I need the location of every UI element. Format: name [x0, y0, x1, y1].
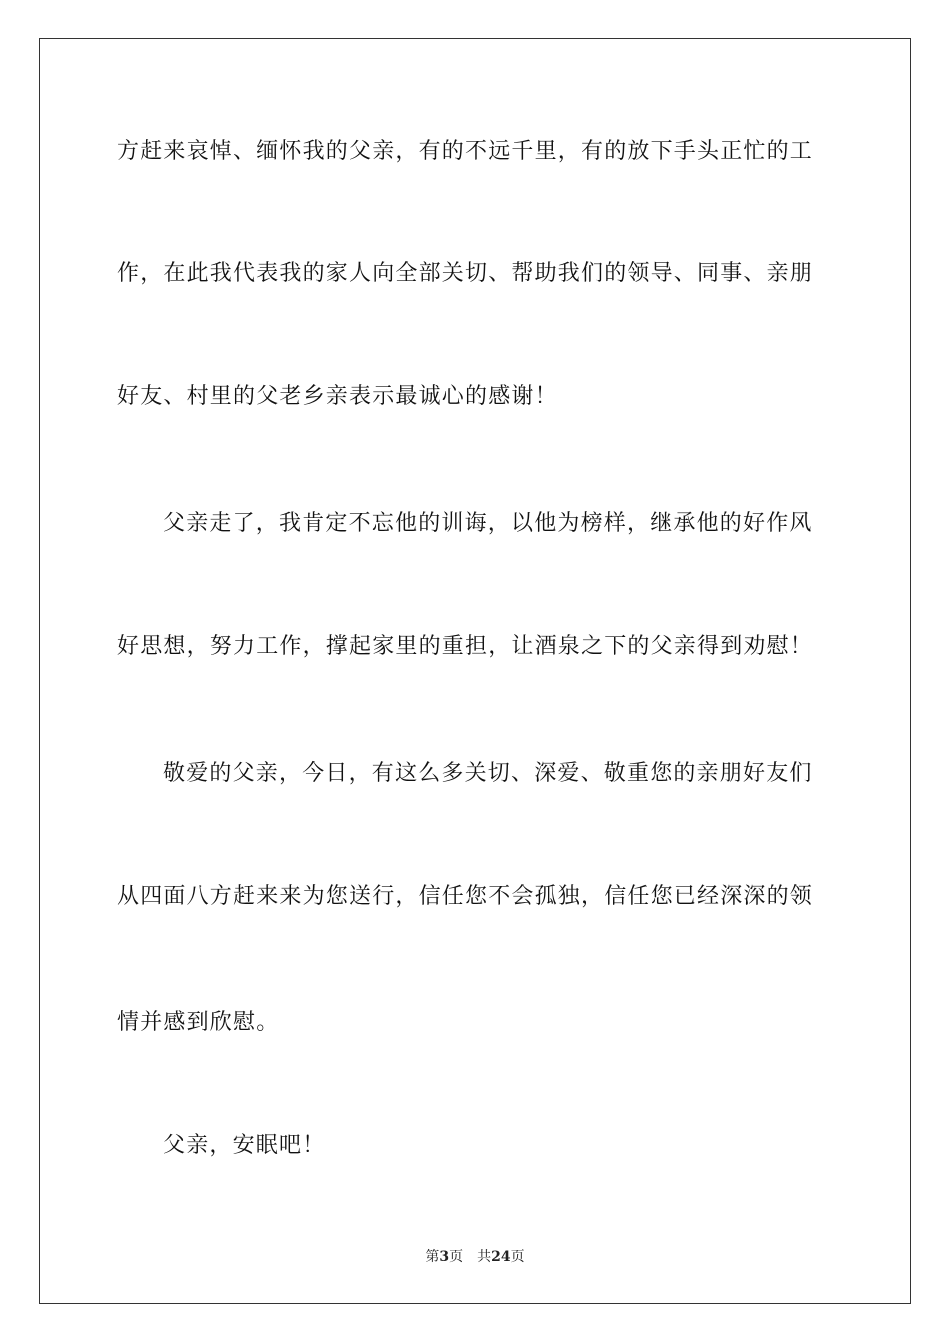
- body-text-line: 情并感到欣慰。: [117, 1010, 280, 1035]
- body-text-line: 方赶来哀悼、缅怀我的父亲，有的不远千里，有的放下手头正忙的工: [117, 139, 814, 164]
- page-border: [39, 38, 911, 1304]
- page-number: 3: [439, 1249, 450, 1265]
- paragraph-first-line: 敬爱的父亲，今日，有这么多关切、深爱、敬重您的亲朋好友们: [163, 761, 813, 786]
- total-pages: 24: [491, 1249, 511, 1265]
- page-footer: [0, 1248, 950, 1266]
- page-prefix: 第: [425, 1249, 440, 1265]
- paragraph-first-line: 父亲走了，我肯定不忘他的训诲，以他为榜样，继承他的好作风: [163, 511, 813, 536]
- page-suffix: 页: [449, 1249, 464, 1265]
- body-text-line: 作，在此我代表我的家人向全部关切、帮助我们的领导、同事、亲朋: [117, 261, 814, 286]
- paragraph-first-line: 父亲，安眠吧！: [163, 1133, 326, 1158]
- body-text-line: 好友、村里的父老乡亲表示最诚心的感谢！: [117, 384, 558, 409]
- body-text-line: 从四面八方赶来来为您送行，信任您不会孤独，信任您已经深深的领: [117, 884, 814, 909]
- body-text-line: 好思想，努力工作，撑起家里的重担，让酒泉之下的父亲得到劝慰！: [117, 634, 814, 659]
- total-prefix: 共: [477, 1249, 492, 1265]
- total-suffix: 页: [510, 1249, 525, 1265]
